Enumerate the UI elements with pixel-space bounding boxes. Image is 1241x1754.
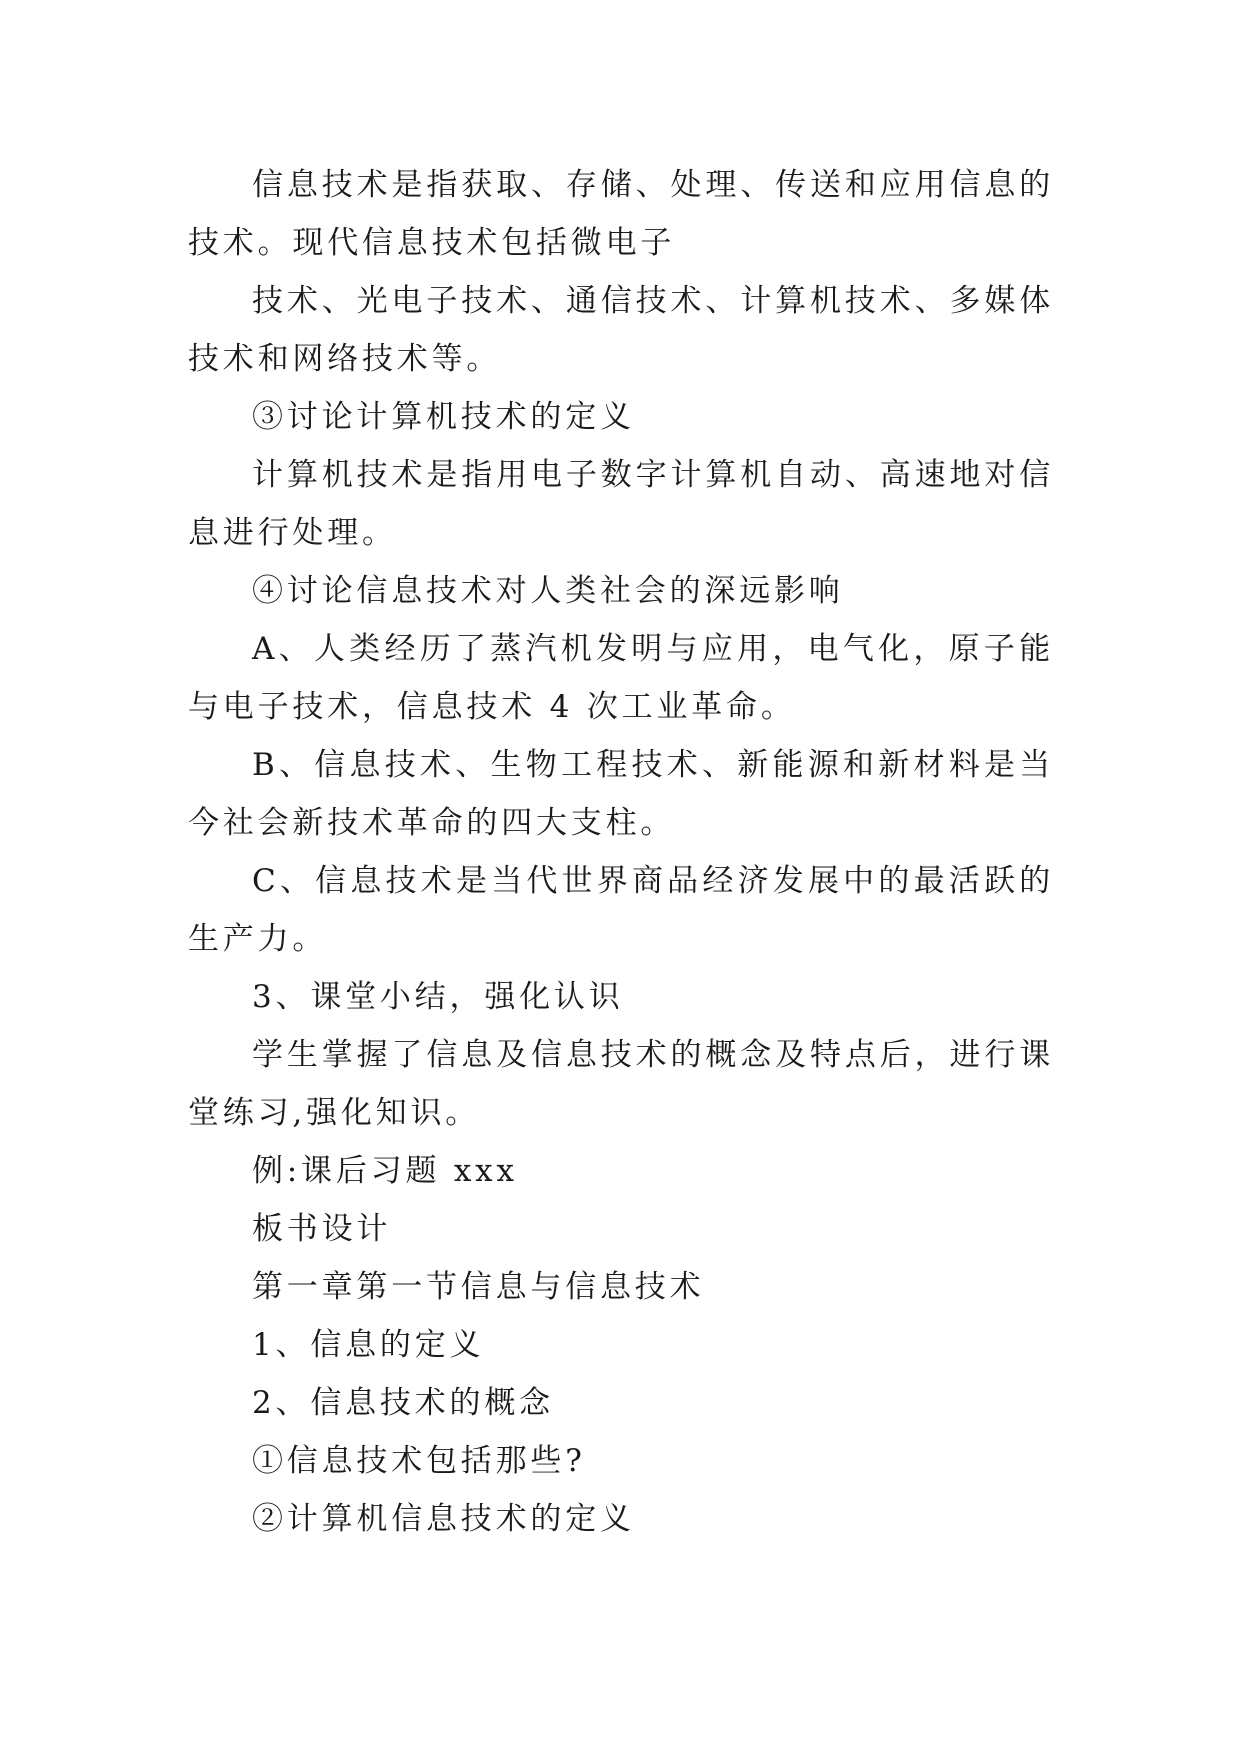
document-page: [188, 156, 1054, 1548]
paragraph-chapter-title: 第一章第一节信息与信息技术: [252, 1269, 705, 1305]
paragraph-subitem-2: ②计算机信息技术的定义: [252, 1501, 635, 1537]
paragraph-item-2: 2、信息技术的概念: [252, 1385, 554, 1421]
paragraph-it-definition: 信息技术是指获取、存储、处理、传送和应用信息的技术。现代信息技术包括微电子: [188, 167, 1054, 261]
paragraph-example: 例:课后习题 xxx: [252, 1153, 518, 1189]
paragraph-point-b: B、信息技术、生物工程技术、新能源和新材料是当今社会新技术革命的四大支柱。: [188, 747, 1054, 841]
paragraph-item-1: 1、信息的定义: [252, 1327, 485, 1363]
paragraph-it-list: 技术、光电子技术、通信技术、计算机技术、多媒体技术和网络技术等。: [188, 283, 1054, 377]
paragraph-summary-heading: 3、课堂小结，强化认识: [252, 979, 624, 1015]
paragraph-board-design: 板书设计: [252, 1211, 392, 1247]
paragraph-subitem-1: ①信息技术包括那些?: [252, 1443, 586, 1479]
paragraph-discuss-computer: ③讨论计算机技术的定义: [252, 399, 635, 435]
paragraph-point-a: A、人类经历了蒸汽机发明与应用，电气化，原子能与电子技术，信息技术 4 次工业革命。: [188, 631, 1054, 725]
paragraph-summary: 学生掌握了信息及信息技术的概念及特点后，进行课堂练习,强化知识。: [188, 1037, 1054, 1131]
paragraph-point-c: C、信息技术是当代世界商品经济发展中的最活跃的生产力。: [188, 863, 1054, 957]
paragraph-discuss-impact: ④讨论信息技术对人类社会的深远影响: [252, 573, 844, 609]
paragraph-computer-definition: 计算机技术是指用电子数字计算机自动、高速地对信息进行处理。: [188, 457, 1054, 551]
